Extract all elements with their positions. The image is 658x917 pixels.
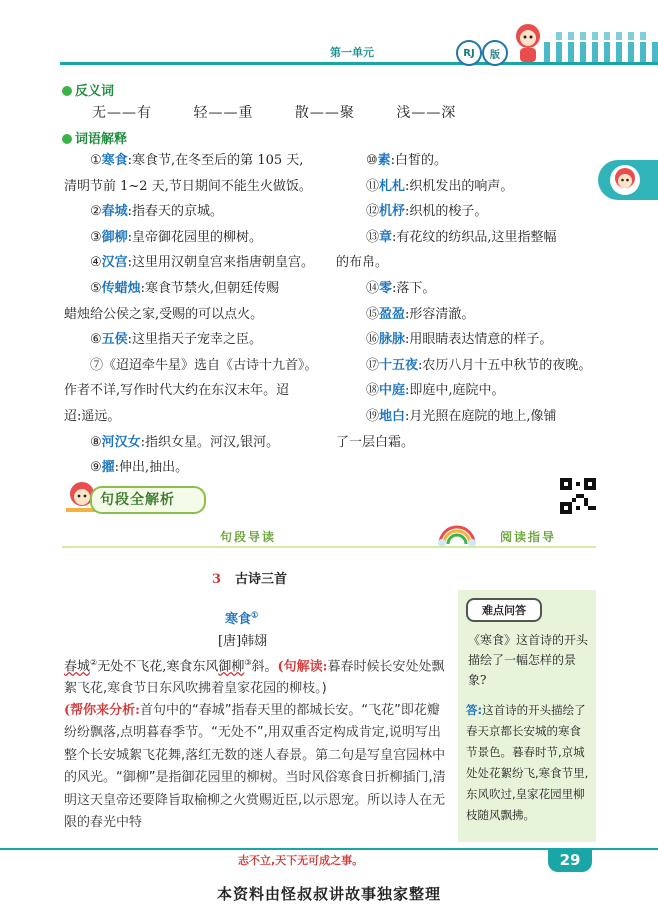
glossary-number: ⑬ [366,229,380,245]
glossary-definition: :农历八月十五中秋节的夜晚。 [418,357,592,373]
glossary-definition: 清明节前 1~2 天,节日期间不能生火做饭。 [64,178,312,194]
glossary-term: 传蜡烛 [101,281,141,296]
rainbow-icon [436,522,478,546]
glossary-definition: 《迢迢牵牛星》选自《古诗十九首》。 [103,357,318,373]
qa-box-heading: 难点问答 [466,598,542,622]
glossary-number: ⑯ [366,332,380,348]
glossary-definition: :这里用汉朝皇宫来指唐朝皇宫。 [127,255,315,271]
glossary-term: 脉脉 [379,332,406,348]
glossary-number: ④ [90,255,102,271]
interpretation-label: (句解读: [277,659,328,675]
glossary-term: 地白 [379,409,406,424]
qa-question: 《寒食》这首诗的开头描绘了一幅怎样的景象? [468,633,589,687]
glossary-line [90,355,318,376]
glossary-line [366,201,487,222]
poem-word: 御柳 [218,659,245,675]
glossary-line [366,176,513,197]
glossary-number: ③ [90,229,102,245]
qa-answer: 答:这首诗的开头描绘了春天京都长安城的寒食节景色。暮春时节,京城处处花絮纷飞,寒食节里,东风吹过,皇家花园里柳枝随风飘拂。 [466,703,589,822]
glossary-line [64,176,312,197]
glossary-term: 寒食 [101,153,128,168]
glossary-definition: :指春天的京城。 [127,204,224,220]
glossary-term: 十五夜 [379,357,419,373]
glossary-number: ⑦ [90,357,104,373]
glossary-line [366,278,435,299]
glossary-line [90,432,279,453]
glossary-heading: 词语解释 [62,128,127,147]
glossary-number: ⑰ [366,357,380,373]
glossary-line [366,355,591,376]
poem-title: 寒食① [225,609,259,627]
glossary-line [90,227,262,248]
poem-word: 春城 [64,659,91,675]
glossary-definition: :织机的梭子。 [405,204,488,220]
glossary-definition: :形容清澈。 [405,306,475,322]
glossary-number: ⑨ [90,460,102,476]
glossary-line [366,380,505,401]
qr-code-icon[interactable] [560,478,596,514]
glossary-term: 札札 [379,178,406,194]
antonyms-heading: 反义词 [62,80,114,99]
glossary-term: 机杼 [379,204,406,220]
glossary-line [90,278,279,299]
glossary-number: ⑥ [90,332,102,348]
page-number: 29 [548,848,592,872]
rj-badge: RJ [456,40,482,66]
glossary-definition: :落下。 [392,281,436,296]
glossary-line [64,304,263,325]
glossary-definition: :寒食节,在冬至后的第 105 天, [127,153,304,168]
header-rule [60,62,658,65]
antonym-pair: 散——聚 [294,105,355,121]
glossary-definition: 迢:遥远。 [64,409,121,424]
glossary-line [90,329,262,350]
glossary-definition: :寒食节禁火,但朝廷传赐 [140,281,280,296]
band-rule [62,546,596,548]
glossary-definition: 蜡烛给公侯之家,受赐的可以点火。 [64,306,264,322]
glossary-term: 章 [379,229,393,245]
glossary-number: ⑲ [366,409,380,424]
glossary-definition: :有花纹的纺织品,这里指整幅 [392,229,557,245]
poem-author: [唐]韩翃 [218,634,268,649]
mascot-icon [510,20,546,64]
antonym-list [92,102,492,122]
glossary-line [366,304,474,325]
lesson-title [212,568,287,587]
glossary-definition: :指织女星。河汉,银河。 [140,434,280,450]
glossary-line [90,150,303,171]
antonym-pair: 轻——重 [193,105,254,121]
glossary-definition: :织机发出的响声。 [405,178,514,194]
header-pattern [550,32,650,40]
interpretation-text: 暮春时候长安处处飘絮飞花,寒食节日东风吹拂着皇家花园的柳枝。) [64,659,445,697]
glossary-definition: :这里指天子宠幸之臣。 [127,332,263,348]
glossary-term: 春城 [101,204,128,220]
glossary-number: ⑮ [366,306,380,322]
glossary-number: ② [90,204,102,220]
poem-line-block: 春城②无处不飞花,寒食东风御柳③斜。(句解读:暮春时候长安处处飘絮飞花,寒食节日东风吹拂着皇家花园的柳枝。) [64,658,445,697]
lesson-number: 3 [212,572,222,587]
analysis-block [64,700,450,834]
band-left-label: 句段导读 [220,530,277,544]
glossary-line [336,432,414,453]
glossary-line [366,329,552,350]
glossary-line [366,406,557,427]
edition-badge: 版 [482,40,508,66]
analysis-text: 首句中的“春城”指春天里的都城长安。“飞花”即花瓣纷纷飘落,点明暮春季节。“无处不”,用双重否定构成肯定,说明写出整个长安城絮飞花舞,落红无数的迷人春景。第二句是写皇宫园林中的风光。“御柳”是指御花园里的柳树。当时风俗寒食日折柳插门,清明这天皇帝还要降旨取榆柳之火赏赐近臣,以示恩宠。所以诗人在无限的春光中特 [64,703,446,831]
glossary-number: ⑱ [366,383,380,399]
glossary-line [90,457,188,478]
glossary-line [366,150,447,171]
glossary-definition: 的布帛。 [336,255,389,271]
glossary-line [366,227,557,248]
glossary-term: 擢 [101,460,115,476]
glossary-term: 盈盈 [379,306,406,322]
glossary-number: ⑫ [366,204,380,220]
glossary-number: ⑩ [366,153,378,168]
glossary-definition: :月光照在庭院的地上,像铺 [405,409,557,424]
band-right-label: 阅读指导 [500,530,557,544]
glossary-term: 素 [377,153,391,168]
glossary-term: 河汉女 [101,434,141,450]
glossary-number: ⑭ [366,281,380,296]
analysis-label: (帮你来分析: [64,703,140,718]
glossary-term: 五侯 [101,332,128,348]
glossary-definition: :皇帝御花园里的柳树。 [127,229,263,245]
bullet-icon [62,134,72,144]
footer-motto: 志不立,天下无可成之事。 [238,854,364,867]
poem-text: 斜。 [251,659,278,675]
mascot-face-icon [610,165,640,195]
glossary-line [64,406,120,427]
antonym-pair: 浅——深 [396,105,457,121]
section-banner-label: 句段全解析 [100,492,175,508]
glossary-definition: 作者不详,写作时代大约在东汉末年。迢 [64,383,290,399]
glossary-term: 零 [379,281,393,296]
page-header [0,0,658,82]
glossary-definition: :即庭中,庭院中。 [405,383,505,399]
glossary-line [64,380,289,401]
header-pattern [544,42,658,62]
glossary-term: 中庭 [379,383,406,399]
bullet-icon [62,86,72,96]
antonym-pair: 无——有 [92,105,152,121]
glossary-line [90,252,314,273]
glossary-number: ⑤ [90,281,102,296]
glossary-definition: :伸出,抽出。 [114,460,189,476]
lesson-title-text: 古诗三首 [235,572,288,587]
glossary-number: ⑪ [366,178,380,194]
glossary-term: 御柳 [101,229,128,245]
unit-label: 第一单元 [330,46,374,59]
glossary-number: ① [90,153,102,168]
glossary-definition: :白皙的。 [390,153,448,168]
glossary-definition: 了一层白霜。 [336,434,415,450]
credit-line: 本资料由怪叔叔讲故事独家整理 [216,885,441,903]
glossary-line [90,201,223,222]
poem-text: 无处不飞花,寒食东风 [97,659,219,675]
glossary-definition: :用眼睛表达情意的样子。 [405,332,553,348]
glossary-term: 汉宫 [101,255,128,271]
glossary-number: ⑧ [90,434,102,450]
glossary-line [336,252,388,273]
